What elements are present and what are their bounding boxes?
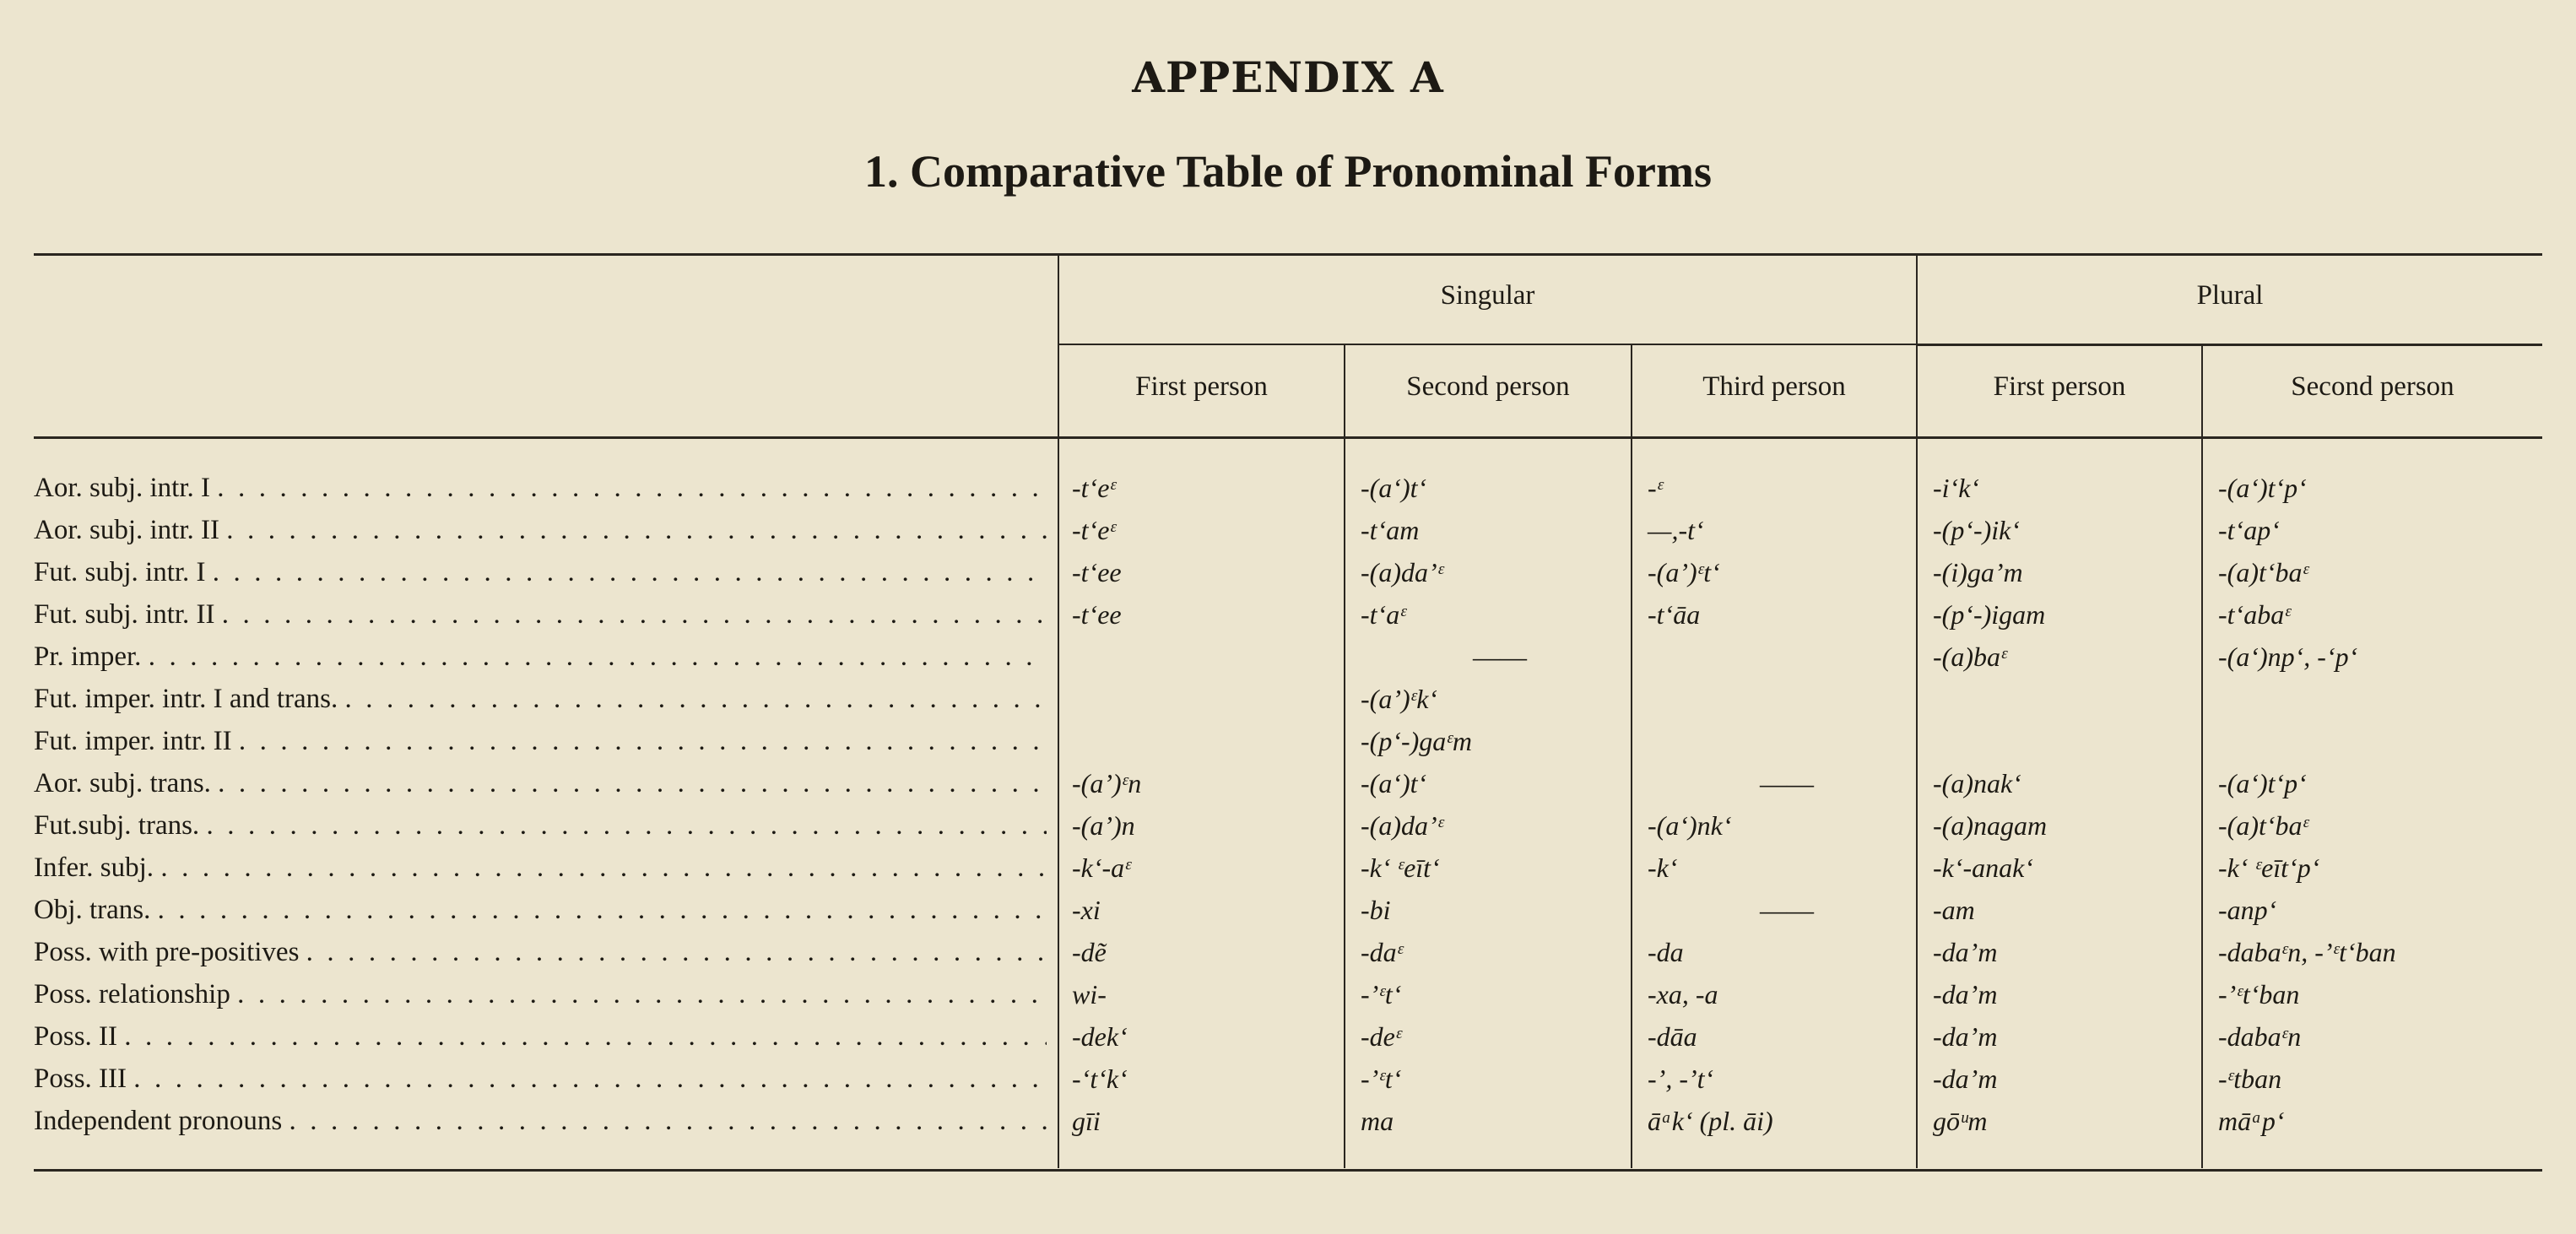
table-cell: -deᵋ (1361, 1021, 1402, 1052)
table-cell: -(pʻ-)gaᵋm (1361, 726, 1472, 756)
table-cell: -(a)daʼᵋ (1361, 557, 1444, 587)
table-cell: -kʻ (1648, 852, 1678, 883)
table-cell: -kʻ ᵋeītʻpʻ (2218, 852, 2320, 883)
table-cell: —— (1760, 895, 1814, 925)
table-cell: -xi (1072, 895, 1101, 925)
table-cell: -tʻāa (1648, 599, 1701, 630)
table-cell: -tʻaᵋ (1361, 599, 1406, 630)
table-cell: -kʻ-anakʻ (1933, 852, 2034, 883)
table-cell: -(a)nakʻ (1933, 768, 2021, 798)
table-cell: -ʼᵋtʻban (2218, 979, 2300, 1009)
plural-underline (1918, 344, 2542, 346)
top-rule (34, 253, 2542, 256)
table-cell: -da (1648, 937, 1684, 967)
table-cell: -dabaᵋn (2218, 1021, 2302, 1052)
table-cell: -tʻeᵋ (1072, 515, 1116, 545)
table-cell: -ʼᵋtʻ (1361, 979, 1402, 1009)
table-row (0, 678, 2576, 720)
row-label: Fut. subj. intr. II . . (34, 593, 1047, 636)
table-cell: māᵃpʻ (2218, 1106, 2285, 1136)
row-label: Fut. imper. intr. II . . (34, 720, 1047, 762)
table-cell: -(a)daʼᵋ (1361, 810, 1444, 841)
table-cell: -(i)gaʼm (1933, 557, 2023, 587)
table-cell: -ʻtʻkʻ (1072, 1064, 1128, 1094)
table-row (0, 973, 2576, 1015)
row-label: Poss. III . . (34, 1058, 1047, 1100)
table-cell: -dabaᵋn, -ʼᵋtʻban (2218, 937, 2396, 967)
table-cell: -(a)nagam (1933, 810, 2048, 841)
table-cell: -iʻkʻ (1933, 473, 1980, 503)
table-cell: -tʻee (1072, 557, 1122, 587)
table-row (0, 551, 2576, 593)
table-cell: -(a)tʻbaᵋ (2218, 557, 2309, 587)
table-row (0, 804, 2576, 847)
table-row (0, 636, 2576, 678)
table-cell: āᵃkʻ (pl. āi) (1648, 1106, 1773, 1136)
col-header-singular-second-person: Second person (1406, 371, 1570, 402)
table-cell: -(aʼ)n (1072, 810, 1135, 841)
table-cell: wi- (1072, 979, 1107, 1009)
table-cell: gīi (1072, 1106, 1101, 1136)
col-header-singular-first-person: First person (1135, 371, 1268, 402)
table-cell: -ᵋ (1648, 473, 1664, 503)
table-cell: -(aʼ)ᵋn (1072, 768, 1142, 798)
table-cell: -(a)tʻbaᵋ (2218, 810, 2309, 841)
table-cell: -kʻ-aᵋ (1072, 852, 1131, 883)
table-cell: -dẽ (1072, 937, 1107, 967)
singular-header: Singular (1440, 280, 1535, 311)
table-cell: -daʼm (1933, 1021, 1998, 1052)
table-cell: -ʼᵋtʻ (1361, 1064, 1402, 1094)
table-cell: -(a)baᵋ (1933, 641, 2007, 672)
table-cell: -am (1933, 895, 1975, 925)
col-header-plural-second-person: Second person (2291, 371, 2454, 402)
table-cell: -ʼ, -ʼtʻ (1648, 1064, 1714, 1094)
table-row (0, 1015, 2576, 1058)
table-cell: —— (1760, 768, 1814, 798)
row-label: Pr. imper. . . (34, 636, 1047, 678)
table-row (0, 720, 2576, 762)
table-cell: -(aʻ)nkʻ (1648, 810, 1732, 841)
table-row (0, 889, 2576, 931)
table-cell: -(aʻ)tʻpʻ (2218, 473, 2307, 503)
table-cell: -tʻee (1072, 599, 1122, 630)
table-row (0, 762, 2576, 804)
appendix-heading: APPENDIX A (1132, 52, 1444, 102)
table-cell: -(pʻ-)igam (1933, 599, 2046, 630)
row-label: Fut. subj. intr. I . . (34, 551, 1047, 593)
table-row (0, 1100, 2576, 1142)
table-cell: -(aʻ)npʻ, -ʻpʻ (2218, 641, 2358, 672)
table-cell: -daᵋ (1361, 937, 1404, 967)
plural-header: Plural (2196, 280, 2264, 311)
table-cell: -tʻapʻ (2218, 515, 2280, 545)
table-cell: -(aʻ)tʻpʻ (2218, 768, 2307, 798)
table-cell: -daʼm (1933, 1064, 1998, 1094)
table-cell: -xa, -a (1648, 979, 1718, 1009)
row-label: Independent pronouns . . (34, 1100, 1047, 1142)
row-label: Infer. subj. . . (34, 847, 1047, 889)
table-cell: ma (1361, 1106, 1394, 1136)
header-bottom-rule (34, 436, 2542, 439)
table-cell: -bi (1361, 895, 1391, 925)
table-cell: —— (1473, 641, 1527, 672)
table-cell: gōᵘm (1933, 1106, 1988, 1136)
table-row (0, 593, 2576, 636)
singular-underline (1059, 344, 1916, 345)
col-header-plural-first-person: First person (1993, 371, 2126, 402)
table-row (0, 467, 2576, 509)
row-label: Poss. with pre-positives . . (34, 931, 1047, 973)
table-cell: -(aʻ)tʻ (1361, 768, 1427, 798)
table-cell: -tʻam (1361, 515, 1420, 545)
table-cell: -anpʻ (2218, 895, 2277, 925)
row-label: Aor. subj. intr. II . . (34, 509, 1047, 551)
table-cell: -tʻabaᵋ (2218, 599, 2291, 630)
table-cell: -tʻeᵋ (1072, 473, 1116, 503)
table-row (0, 931, 2576, 973)
row-label: Poss. relationship . . (34, 973, 1047, 1015)
row-label: Fut. imper. intr. I and trans. . . (34, 678, 1047, 720)
row-label: Poss. II . . (34, 1015, 1047, 1058)
table-row (0, 1058, 2576, 1100)
col-header-singular-third-person: Third person (1702, 371, 1846, 402)
table-cell: -dāa (1648, 1021, 1697, 1052)
table-cell: -daʼm (1933, 979, 1998, 1009)
table-title: 1. Comparative Table of Pronominal Forms (864, 146, 1712, 197)
table-row (0, 847, 2576, 889)
bottom-rule (34, 1169, 2542, 1172)
table-cell: -(aʻ)tʻ (1361, 473, 1427, 503)
table-cell: -kʻ ᵋeītʻ (1361, 852, 1440, 883)
row-label: Aor. subj. intr. I . . (34, 467, 1047, 509)
table-cell: -(aʼ)ᵋkʻ (1361, 684, 1438, 714)
table-cell: -ᵋtban (2218, 1064, 2282, 1094)
table-cell: -(pʻ-)ikʻ (1933, 515, 2021, 545)
row-label: Aor. subj. trans. . . (34, 762, 1047, 804)
table-cell: -daʼm (1933, 937, 1998, 967)
table-cell: -(aʼ)ᵋtʻ (1648, 557, 1720, 587)
table-cell: -dekʻ (1072, 1021, 1128, 1052)
table-row (0, 509, 2576, 551)
row-label: Obj. trans. . . (34, 889, 1047, 931)
row-label: Fut.subj. trans. . . (34, 804, 1047, 847)
table-cell: —,-tʻ (1648, 515, 1704, 545)
